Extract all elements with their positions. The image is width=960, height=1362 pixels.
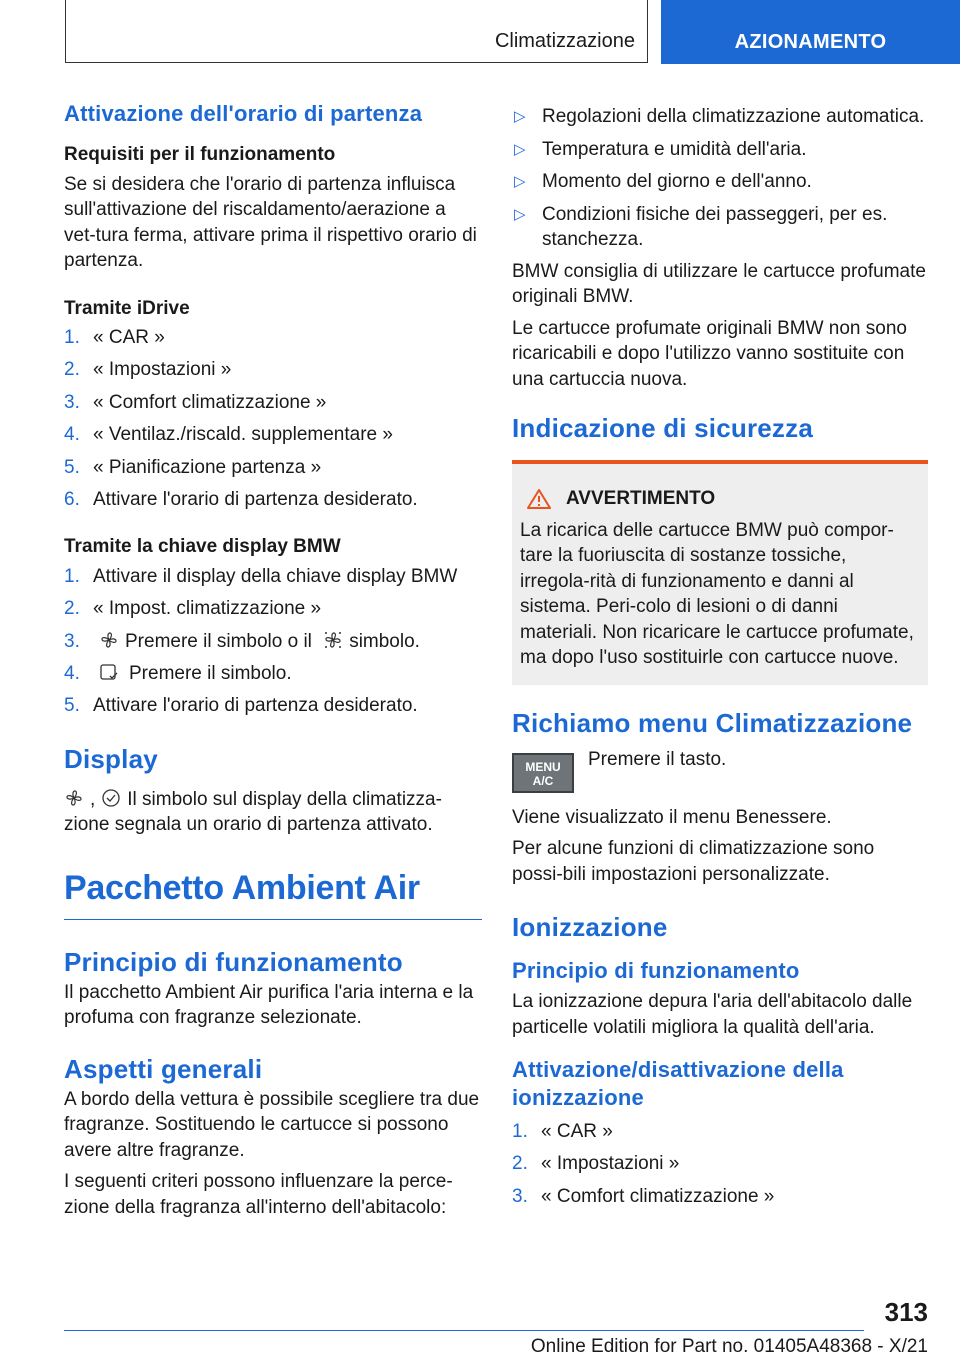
display-text: , Il simbolo sul display della climatizza- zione segnala un orario di partenza attivato.	[64, 788, 442, 836]
menu-ac-button[interactable]: MENU A/C	[512, 753, 574, 793]
list-item: 3. Premere il simbolo o il simbolo.	[64, 630, 420, 652]
heading-principle: Principio di funzionamento	[64, 946, 403, 977]
right-column	[512, 104, 928, 1213]
header-chapter-label: AZIONAMENTO	[734, 31, 887, 53]
list-item: 5. Attivare l'orario di partenza desiderato.	[64, 695, 418, 717]
menu-press-text: Premere il tasto.	[588, 748, 727, 770]
requirements-text: Se si desidera che l'orario di partenza influisca sull'attivazione del riscaldamento/aerazione a vet-tura ferma, attivare prima il rispettivo orario di partenza.	[64, 173, 477, 271]
heading-ion-toggle: Attivazione/disattivazione della ionizzazione	[512, 1057, 844, 1110]
menu-row	[512, 748, 928, 793]
list-item: 2. « Impost. climatizzazione »	[64, 598, 322, 620]
list-item: 3. « Comfort climatizzazione »	[64, 391, 327, 413]
idrive-steps	[64, 322, 482, 516]
heading-safety: Indicazione di sicurezza	[512, 413, 813, 443]
header-section-box	[65, 0, 648, 63]
list-item: ▷ Condizioni fisiche dei passeggeri, per es. stanchezza.	[514, 203, 888, 250]
list-item: 4. « Ventilaz./riscald. supplementare »	[64, 424, 393, 446]
heading-menu-climate: Richiamo menu Climatizzazione	[512, 707, 913, 738]
list-item: ▷ Momento del giorno e dell'anno.	[514, 171, 812, 192]
ion-steps	[512, 1116, 928, 1213]
list-item: ▷ Regolazioni della climatizzazione automatica.	[514, 106, 925, 127]
fan-icon	[99, 630, 119, 650]
warning-triangle-icon	[526, 488, 552, 510]
subheading-display-key: Tramite la chiave display BMW	[64, 536, 341, 558]
bmw-recommend-text: BMW consiglia di utilizzare le cartucce profumate originali BMW.	[512, 260, 926, 307]
warning-box	[512, 460, 928, 685]
list-item: 1. « CAR »	[64, 327, 165, 348]
display-key-steps	[64, 561, 482, 723]
general-text-1: A bordo della vettura è possibile scegliere tra due fragranze. Sostituendo le cartucce si possono avere altre fragranze.	[64, 1088, 480, 1161]
footer-rule	[64, 1330, 864, 1331]
ion-text: La ionizzazione depura l'aria dell'abitacolo dalle particelle volatili migliora la qualità dell'aria.	[512, 991, 913, 1038]
warning-text: La ricarica delle cartucce BMW può compor-tare la fuoriuscita di sostanze tossiche, irregola-rità di funzionamento e danni al sistema. Peri-colo di lesioni o di danni materiali. Non ricaricare le cartucce profumate, ma dopo l'uso sostituirle con cartucce nuove.	[520, 519, 914, 668]
menu-text-2: Per alcune funzioni di climatizzazione sono possi-bili impostazioni personalizzate.	[512, 838, 875, 885]
fan-ionizer-icon	[323, 630, 343, 650]
list-item: 5. « Pianificazione partenza »	[64, 456, 322, 478]
criteria-list	[512, 104, 928, 253]
warning-title: AVVERTIMENTO	[520, 486, 920, 512]
subheading-requirements: Requisiti per il funzionamento	[64, 144, 336, 165]
heading-ambient-air: Pacchetto Ambient Air	[64, 868, 420, 907]
list-item: 6. Attivare l'orario di partenza desiderato.	[64, 488, 418, 510]
list-item: 4. Premere il simbolo.	[64, 663, 292, 685]
heading-display: Display	[64, 743, 158, 774]
page-number: 313	[884, 1297, 928, 1327]
heading-ionization: Ionizzazione	[512, 912, 668, 942]
subheading-idrive: Tramite iDrive	[64, 297, 190, 319]
header-chapter-tab[interactable]	[661, 0, 960, 64]
list-item: 2. « Impostazioni »	[512, 1153, 680, 1175]
fan-icon	[64, 788, 84, 808]
list-item: 3. « Comfort climatizzazione »	[512, 1185, 775, 1207]
timer-check-icon	[99, 662, 119, 682]
list-item: 1. Attivare il display della chiave display BMW	[64, 565, 458, 587]
general-text-2: I seguenti criteri possono influenzare la perce-zione della fragranza all'interno dell'abitacolo:	[64, 1171, 453, 1218]
heading-ion-principle: Principio di funzionamento	[512, 958, 800, 983]
left-column	[64, 100, 482, 1220]
list-item: ▷ Temperatura e umidità dell'aria.	[514, 138, 807, 160]
cartridges-note: Le cartucce profumate originali BMW non sono ricaricabili e dopo l'utilizzo vanno sostituite con una cartuccia nuova.	[512, 317, 907, 390]
principle-text: Il pacchetto Ambient Air purifica l'aria interna e la profuma con fragranze selezionate.	[64, 981, 474, 1029]
list-item: 1. « CAR »	[512, 1121, 613, 1142]
heading-general: Aspetti generali	[64, 1053, 263, 1084]
heading-departure-time: Attivazione dell'orario di partenza	[64, 101, 423, 126]
header-section-title: Climatizzazione	[494, 30, 635, 52]
list-item: 2. « Impostazioni »	[64, 359, 232, 381]
clock-icon	[101, 788, 121, 808]
footer-edition[interactable]: Online Edition for Part no. 01405A48368 - X/21	[530, 1336, 928, 1357]
menu-text-1: Viene visualizzato il menu Benessere.	[512, 806, 832, 828]
